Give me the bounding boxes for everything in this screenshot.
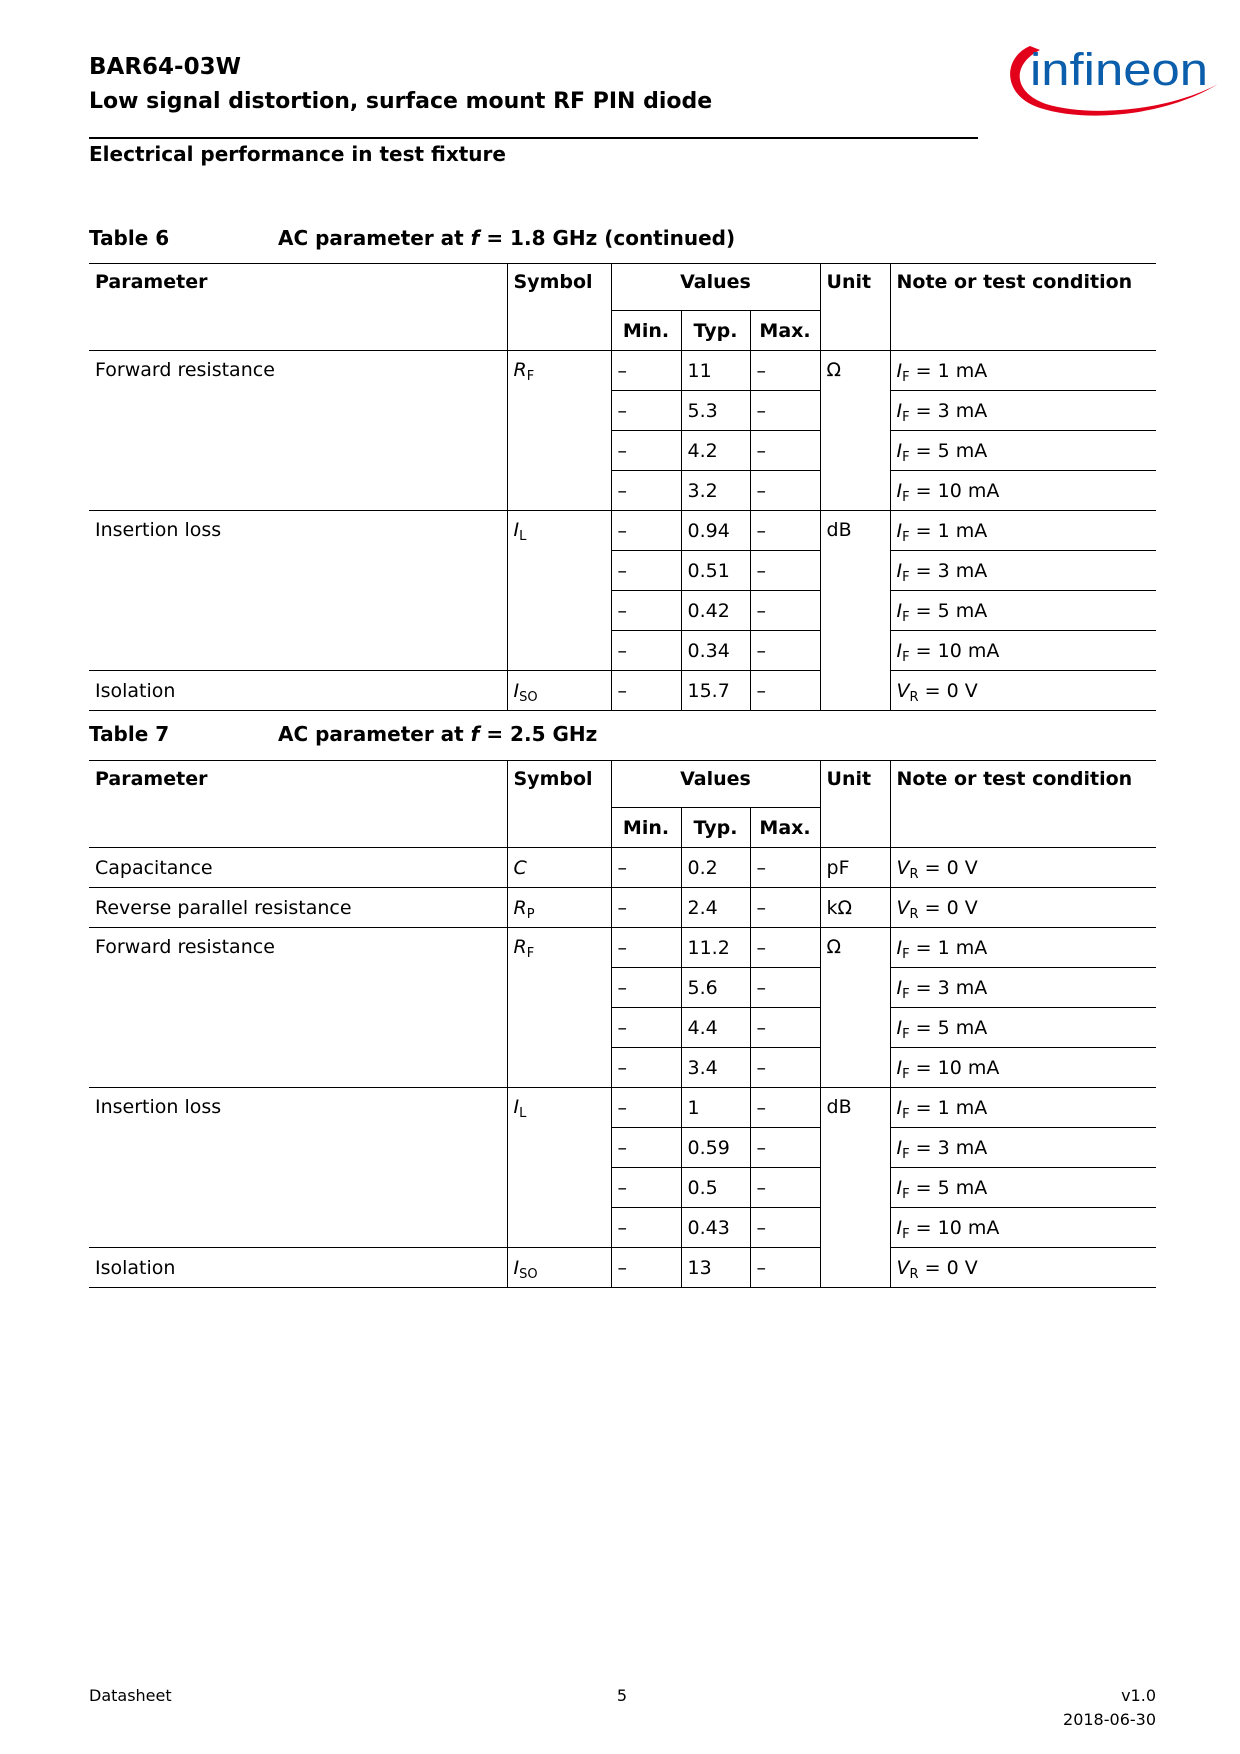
min-value: –	[611, 551, 681, 591]
typ-value: 15.7	[681, 671, 750, 711]
param-name: Forward resistance	[89, 351, 507, 511]
test-condition: $V_R = 0$ V	[890, 671, 1156, 711]
col-header-symbol: Symbol	[507, 264, 611, 351]
table6	[89, 263, 1156, 711]
header-rule	[89, 137, 978, 139]
min-value: –	[611, 391, 681, 431]
typ-value: 4.4	[681, 1008, 750, 1048]
table-row	[89, 888, 1156, 928]
max-value: –	[750, 1248, 820, 1288]
typ-value: 0.43	[681, 1208, 750, 1248]
max-value: –	[750, 888, 820, 928]
test-condition: $V_R = 0$ V	[890, 1248, 1156, 1288]
footer-date: 2018-06-30	[1063, 1710, 1156, 1729]
param-symbol: $R_P$	[507, 888, 611, 928]
max-value: –	[750, 351, 820, 391]
max-value: –	[750, 928, 820, 968]
footer-page-number: 5	[616, 1686, 628, 1705]
footer-doc-type: Datasheet	[89, 1686, 172, 1705]
param-name: Capacitance	[89, 848, 507, 888]
table-row	[89, 1248, 1156, 1288]
test-condition: $I_F = 5$ mA	[890, 1008, 1156, 1048]
max-value: –	[750, 1208, 820, 1248]
test-condition: $I_F = 3$ mA	[890, 551, 1156, 591]
unit-value: dB	[820, 1088, 890, 1288]
table-row	[89, 511, 1156, 551]
typ-value: 4.2	[681, 431, 750, 471]
col-header-values: Values	[611, 264, 820, 311]
param-symbol: $R_F$	[507, 928, 611, 1088]
table7-title: AC parameter at f = 2.5 GHz	[278, 722, 598, 746]
max-value: –	[750, 671, 820, 711]
typ-value: 2.4	[681, 888, 750, 928]
min-value: –	[611, 1128, 681, 1168]
max-value: –	[750, 471, 820, 511]
col-header-typ: Typ.	[681, 311, 750, 351]
max-value: –	[750, 1128, 820, 1168]
param-symbol: $I_L$	[507, 1088, 611, 1248]
col-header-note: Note or test condition	[890, 264, 1156, 351]
unit-value: pF	[820, 848, 890, 888]
max-value: –	[750, 431, 820, 471]
col-header-symbol: Symbol	[507, 761, 611, 848]
typ-value: 11	[681, 351, 750, 391]
test-condition: $I_F = 1$ mA	[890, 511, 1156, 551]
max-value: –	[750, 631, 820, 671]
typ-value: 0.94	[681, 511, 750, 551]
test-condition: $I_F = 1$ mA	[890, 351, 1156, 391]
document-subtitle: Low signal distortion, surface mount RF PIN diode	[89, 89, 713, 114]
col-header-unit: Unit	[820, 761, 890, 848]
table6-number: Table 6	[89, 226, 170, 250]
min-value: –	[611, 471, 681, 511]
param-symbol: $I_{SO}$	[507, 671, 611, 711]
test-condition: $I_F = 1$ mA	[890, 1088, 1156, 1128]
typ-value: 0.51	[681, 551, 750, 591]
max-value: –	[750, 551, 820, 591]
table-row	[89, 928, 1156, 968]
table6-caption	[89, 226, 989, 252]
param-symbol: C	[507, 848, 611, 888]
test-condition: $I_F = 3$ mA	[890, 391, 1156, 431]
max-value: –	[750, 848, 820, 888]
min-value: –	[611, 351, 681, 391]
min-value: –	[611, 1008, 681, 1048]
table6-title: AC parameter at f = 1.8 GHz (continued)	[278, 226, 736, 250]
document-title: BAR64-03W	[89, 54, 241, 80]
test-condition: $I_F = 1$ mA	[890, 928, 1156, 968]
param-name: Forward resistance	[89, 928, 507, 1088]
min-value: –	[611, 631, 681, 671]
param-name: Isolation	[89, 671, 507, 711]
max-value: –	[750, 511, 820, 551]
typ-value: 0.34	[681, 631, 750, 671]
typ-value: 0.5	[681, 1168, 750, 1208]
test-condition: $I_F = 10$ mA	[890, 471, 1156, 511]
typ-value: 5.3	[681, 391, 750, 431]
col-header-max: Max.	[750, 808, 820, 848]
infineon-logo	[1000, 24, 1222, 124]
footer-version: v1.0	[1121, 1686, 1156, 1705]
test-condition: $V_R = 0$ V	[890, 888, 1156, 928]
min-value: –	[611, 1088, 681, 1128]
unit-value: kΩ	[820, 888, 890, 928]
min-value: –	[611, 928, 681, 968]
unit-value: Ω	[820, 928, 890, 1088]
min-value: –	[611, 1248, 681, 1288]
min-value: –	[611, 848, 681, 888]
col-header-note: Note or test condition	[890, 761, 1156, 848]
param-symbol: $I_L$	[507, 511, 611, 671]
min-value: –	[611, 1208, 681, 1248]
min-value: –	[611, 1048, 681, 1088]
test-condition: $I_F = 3$ mA	[890, 968, 1156, 1008]
typ-value: 3.4	[681, 1048, 750, 1088]
param-name: Isolation	[89, 1248, 507, 1288]
max-value: –	[750, 391, 820, 431]
min-value: –	[611, 511, 681, 551]
logo-text: infineon	[1030, 44, 1208, 95]
typ-value: 1	[681, 1088, 750, 1128]
section-title: Electrical performance in test fixture	[89, 142, 506, 166]
param-symbol: $I_{SO}$	[507, 1248, 611, 1288]
typ-value: 11.2	[681, 928, 750, 968]
col-header-unit: Unit	[820, 264, 890, 351]
typ-value: 0.42	[681, 591, 750, 631]
test-condition: $I_F = 10$ mA	[890, 1208, 1156, 1248]
typ-value: 5.6	[681, 968, 750, 1008]
min-value: –	[611, 671, 681, 711]
table-row	[89, 671, 1156, 711]
param-name: Insertion loss	[89, 1088, 507, 1248]
test-condition: $V_R = 0$ V	[890, 848, 1156, 888]
test-condition: $I_F = 5$ mA	[890, 591, 1156, 631]
col-header-max: Max.	[750, 311, 820, 351]
test-condition: $I_F = 10$ mA	[890, 1048, 1156, 1088]
typ-value: 13	[681, 1248, 750, 1288]
param-name: Insertion loss	[89, 511, 507, 671]
unit-value: Ω	[820, 351, 890, 511]
col-header-min: Min.	[611, 311, 681, 351]
min-value: –	[611, 591, 681, 631]
table-row	[89, 351, 1156, 391]
test-condition: $I_F = 5$ mA	[890, 1168, 1156, 1208]
col-header-min: Min.	[611, 808, 681, 848]
col-header-parameter: Parameter	[89, 761, 507, 848]
col-header-values: Values	[611, 761, 820, 808]
max-value: –	[750, 968, 820, 1008]
typ-value: 3.2	[681, 471, 750, 511]
table7	[89, 760, 1156, 1288]
unit-value: dB	[820, 511, 890, 711]
max-value: –	[750, 1008, 820, 1048]
param-symbol: $R_F$	[507, 351, 611, 511]
max-value: –	[750, 1048, 820, 1088]
min-value: –	[611, 431, 681, 471]
max-value: –	[750, 591, 820, 631]
typ-value: 0.59	[681, 1128, 750, 1168]
typ-value: 0.2	[681, 848, 750, 888]
test-condition: $I_F = 10$ mA	[890, 631, 1156, 671]
col-header-parameter: Parameter	[89, 264, 507, 351]
min-value: –	[611, 968, 681, 1008]
max-value: –	[750, 1168, 820, 1208]
table7-caption	[89, 722, 989, 748]
table-row	[89, 1088, 1156, 1128]
col-header-typ: Typ.	[681, 808, 750, 848]
table7-number: Table 7	[89, 722, 170, 746]
min-value: –	[611, 1168, 681, 1208]
test-condition: $I_F = 3$ mA	[890, 1128, 1156, 1168]
param-name: Reverse parallel resistance	[89, 888, 507, 928]
max-value: –	[750, 1088, 820, 1128]
test-condition: $I_F = 5$ mA	[890, 431, 1156, 471]
table-row	[89, 848, 1156, 888]
min-value: –	[611, 888, 681, 928]
